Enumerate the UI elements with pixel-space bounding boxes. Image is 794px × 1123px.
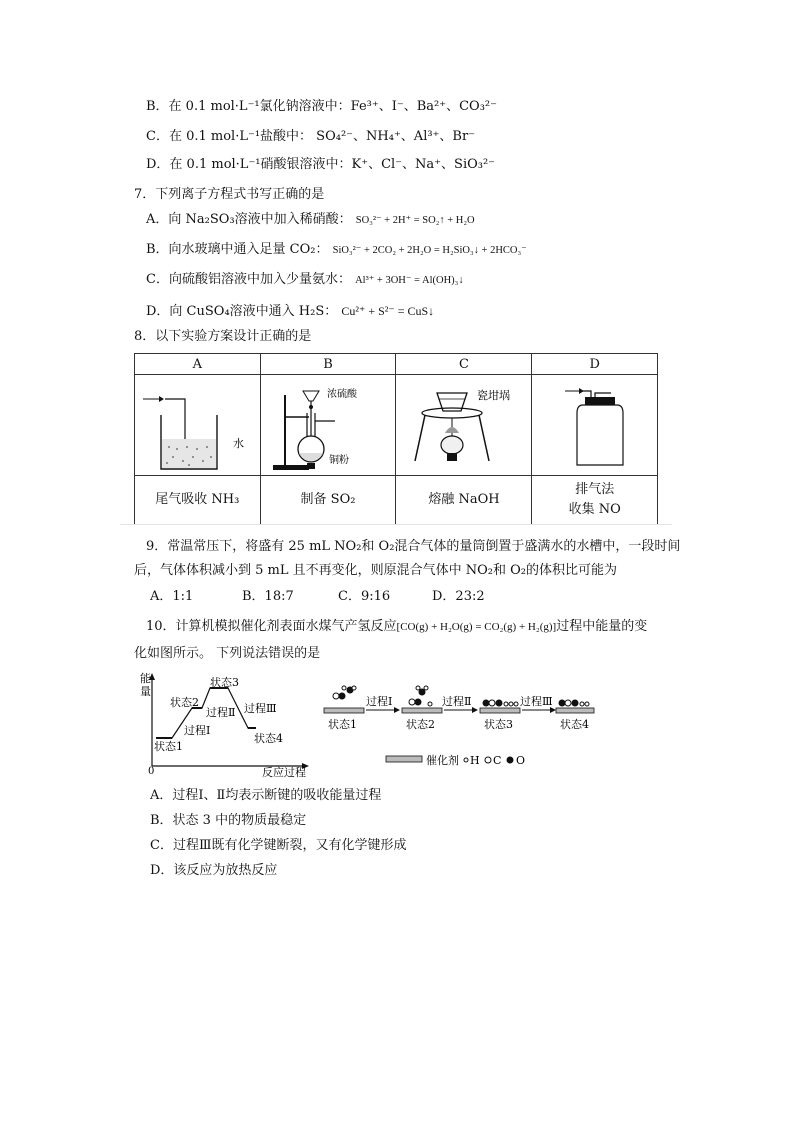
q8-header-d: D xyxy=(532,354,658,375)
q6-option-b: B．在 0.1 mol·L⁻¹氯化钠溶液中：Fe³⁺、I⁻、Ba²⁺、CO₃²⁻ xyxy=(146,99,497,114)
q9-option-a: A．1:1 xyxy=(150,589,194,604)
q7-option-c xyxy=(146,271,464,290)
gas-collection-bottle-icon xyxy=(535,377,655,473)
q7-option-c-text: C．向硫酸铝溶液中加入少量氨水： xyxy=(146,272,351,287)
q8-stem: 8．以下实验方案设计正确的是 xyxy=(134,329,312,344)
q9-option-d: D．23:2 xyxy=(432,589,485,604)
origin-label: 0 xyxy=(148,766,155,777)
label-water: 水 xyxy=(233,437,245,450)
q8-caption-d xyxy=(532,476,658,525)
q9-option-b: B．18:7 xyxy=(242,589,294,604)
row-state2-label: 状态2 xyxy=(406,718,435,731)
row-process1-label: 过程Ⅰ xyxy=(366,695,393,708)
row-process2-label: 过程Ⅱ xyxy=(442,695,472,708)
section-divider xyxy=(120,524,672,525)
legend-catalyst-label: 催化剂 xyxy=(426,754,459,767)
state1-label: 状态1 xyxy=(154,740,183,753)
q8-caption-b: 制备 SO₂ xyxy=(260,476,396,525)
q9-line1: 9．常温常压下，将盛有 25 mL NO₂和 O₂混合气体的量筒倒置于盛满水的水槽中，一段时间 xyxy=(146,539,681,554)
q8-apparatus-b xyxy=(260,375,396,476)
process1-label: 过程Ⅰ xyxy=(184,724,211,737)
q8-header-a: A xyxy=(135,354,261,375)
row-state1-label: 状态1 xyxy=(328,718,357,731)
legend-catalyst-swatch xyxy=(386,756,422,762)
energy-profile-diagram xyxy=(138,670,310,780)
process3-label: 过程Ⅲ xyxy=(244,702,277,715)
q7-option-b-text: B．向水玻璃中通入足量 CO₂： xyxy=(146,242,329,257)
q10-line1-text: 10．计算机模拟催化剂表面水煤气产氢反应 xyxy=(146,619,397,634)
state2-label: 状态2 xyxy=(170,696,199,709)
q7-option-b xyxy=(146,241,527,260)
q9-line2: 后，气体体积减小到 5 mL 且不再变化，则原混合气体中 NO₂和 O₂的体积比可能为 xyxy=(134,563,618,578)
row-state4-label: 状态4 xyxy=(560,718,589,731)
state4-label: 状态4 xyxy=(254,732,283,745)
row-state3-label: 状态3 xyxy=(484,718,513,731)
q8-experiment-table xyxy=(134,353,658,525)
label-copper-powder: 铜粉 xyxy=(329,455,350,466)
q10-option-d: D．该反应为放热反应 xyxy=(150,863,278,878)
process2-label: 过程Ⅱ xyxy=(206,706,236,719)
q7-option-a-text: A．向 Na₂SO₃溶液中加入稀硝酸： xyxy=(146,212,352,227)
legend-c-label: C xyxy=(493,754,502,767)
so2-generator-flask-icon xyxy=(263,377,393,473)
row-process3-label: 过程Ⅲ xyxy=(520,695,553,708)
q10-option-b: B．状态 3 中的物质最稳定 xyxy=(150,813,307,828)
state3-label: 状态3 xyxy=(210,676,239,689)
q10-option-a: A．过程Ⅰ、Ⅱ均表示断键的吸收能量过程 xyxy=(150,788,382,803)
label-conc-sulfuric-acid: 浓硫酸 xyxy=(327,389,358,400)
q7-option-b-equation: SiO₃²⁻ + 2CO₂ + 2H₂O = H₂SiO₃↓ + 2HCO₃⁻ xyxy=(332,245,527,256)
energy-axis-label-2: 量 xyxy=(140,685,151,698)
crucible-heating-icon xyxy=(399,377,529,473)
q8-caption-d-line1: 排气法 xyxy=(575,482,615,497)
q8-caption-d-line2: 收集 NO xyxy=(568,502,621,517)
legend-h-label: H xyxy=(470,754,480,767)
q9-option-c: C．9:16 xyxy=(338,589,391,604)
q10-line2: 化如图所示。 下列说法错误的是 xyxy=(134,646,321,661)
legend-h-icon xyxy=(464,758,468,762)
q7-option-a-equation: SO₃²⁻ + 2H⁺ = SO₂↑ + H₂O xyxy=(355,215,475,226)
q6-option-c: C．在 0.1 mol·L⁻¹盐酸中： SO₄²⁻、NH₄⁺、Al³⁺、Br⁻ xyxy=(146,129,476,144)
energy-axis-label-1: 能 xyxy=(140,672,151,685)
catalyst-states-diagram xyxy=(322,678,596,770)
q8-caption-a: 尾气吸收 NH₃ xyxy=(135,476,261,525)
q7-option-d-text: D．向 CuSO₄溶液中通入 H₂S： xyxy=(146,304,338,319)
label-porcelain-crucible: 瓷坩埚 xyxy=(476,389,510,402)
q8-header-b: B xyxy=(260,354,396,375)
q8-apparatus-c xyxy=(396,375,532,476)
q7-option-a xyxy=(146,211,475,230)
q7-option-d xyxy=(146,302,434,321)
q8-apparatus-a xyxy=(135,375,261,476)
legend-o-label: O xyxy=(516,754,526,767)
q8-apparatus-d xyxy=(532,375,658,476)
q10-reaction-equation: [CO(g) + H₂O(g) = CO₂(g) + H₂(g)] xyxy=(396,621,557,633)
q6-option-d: D．在 0.1 mol·L⁻¹硝酸银溶液中：K⁺、Cl⁻、Na⁺、SiO₃²⁻ xyxy=(146,157,496,172)
q7-stem: 7．下列离子方程式书写正确的是 xyxy=(134,187,325,202)
q10-option-c: C．过程Ⅲ既有化学键断裂，又有化学键形成 xyxy=(150,838,407,853)
q8-caption-c: 熔融 NaOH xyxy=(396,476,532,525)
legend-c-icon xyxy=(485,757,491,763)
q10-line1-tail: 过程中能量的变 xyxy=(556,619,648,634)
gas-absorption-beaker-icon xyxy=(137,377,257,473)
legend-o-icon xyxy=(507,757,514,764)
progress-axis-label: 反应过程 xyxy=(262,766,306,779)
q10-line1 xyxy=(146,618,647,636)
q7-option-c-equation: Al³⁺ + 3OH⁻ = Al(OH)₃↓ xyxy=(355,275,464,286)
q8-header-c: C xyxy=(396,354,532,375)
q7-option-d-equation: Cu²⁺ + S²⁻ = CuS↓ xyxy=(341,304,435,318)
